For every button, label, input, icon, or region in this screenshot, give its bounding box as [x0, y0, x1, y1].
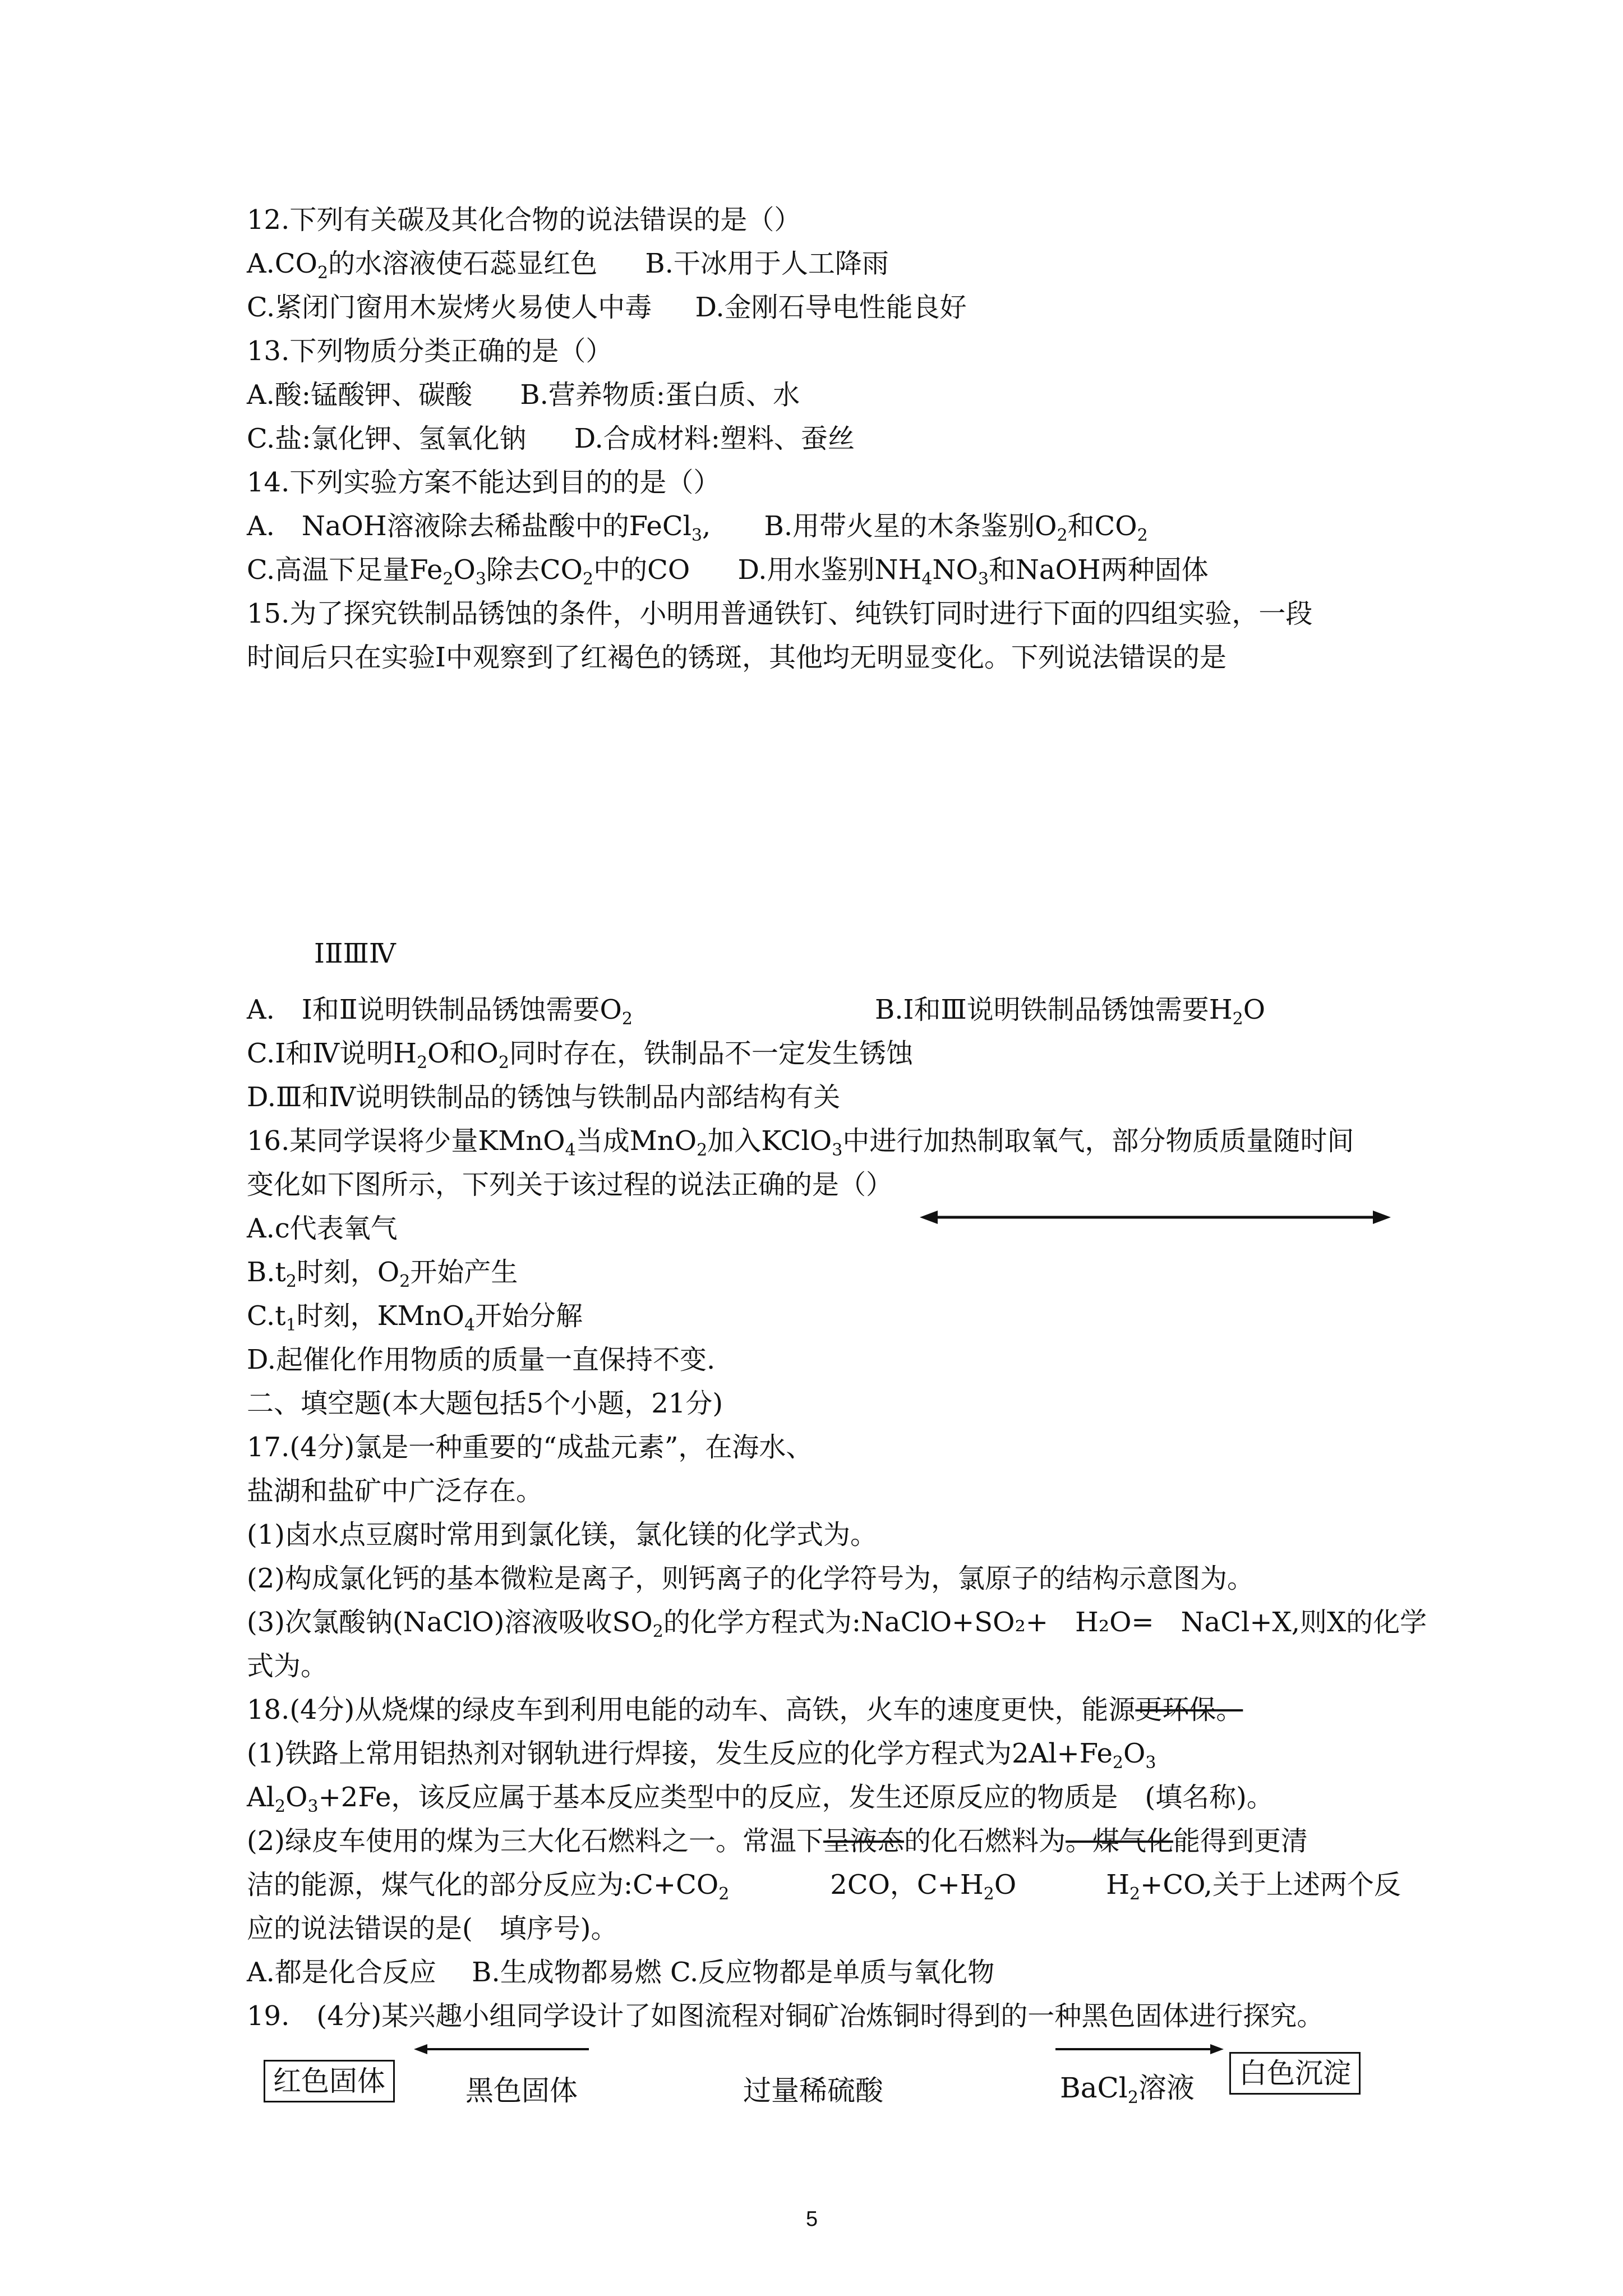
q14-options-cd: [247, 552, 1209, 588]
q17-part1: (1)卤水点豆腐时常用到氯化镁，氯化镁的化学式为。: [247, 1519, 877, 1550]
q18-part2-line3: 应的说法错误的是( 填序号)。: [247, 1913, 618, 1944]
q15-option-a: A. Ⅰ和Ⅱ说明铁制品锈蚀需要$O_2$: [247, 994, 633, 1029]
q15-stem-line1: 15.为了探究铁制品锈蚀的条件，小明用普通铁钉、纯铁钉同时进行下面的四组实验，一段: [247, 598, 1313, 629]
q12-options-ab: [247, 246, 889, 282]
q12-options-cd: [247, 289, 967, 325]
q16-option-c: $C.t_1$时刻，KMnO$_4$开始分解: [247, 1300, 583, 1335]
q18-part1: (1)铁路上常用铝热剂对钢轨进行焊接，发生反应的化学方程式为$2Al+Fe_2O_3$: [247, 1738, 1156, 1773]
q19-black-solid: 黑色固体: [465, 2074, 578, 2107]
q16-stem-line2: 变化如下图所示，下列关于该过程的说法正确的是（）: [247, 1169, 893, 1200]
q12-option-c: C.紧闭门窗用木炭烤火易使人中毒: [247, 292, 652, 323]
q19-dilute-sulfuric-acid: 过量稀硫酸: [743, 2074, 883, 2107]
q13-stem: 13.下列物质分类正确的是（）: [247, 335, 613, 367]
q12-stem: 12.下列有关碳及其化合物的说法错误的是（）: [247, 204, 801, 236]
q13-option-d: D.合成材料:塑料、蚕丝: [574, 423, 855, 454]
q12-option-d: D.金刚石导电性能良好: [695, 292, 967, 323]
q15-experiment-labels: ⅠⅡⅢⅣ: [314, 938, 396, 969]
q17-line1: 17.(4分)氯是一种重要的“成盐元素”，在海水、: [247, 1432, 813, 1463]
q19-box-red-solid: 红色固体: [264, 2060, 395, 2102]
q15-option-d: D.Ⅲ和Ⅳ说明铁制品的锈蚀与铁制品内部结构有关: [247, 1082, 841, 1113]
q16-double-arrow: [920, 1206, 1391, 1228]
q13-options-cd: [247, 421, 855, 457]
q19-bacl2-solution: BaCl$_2$溶液: [1060, 2072, 1195, 2108]
q17-line2: 盐湖和盐矿中广泛存在。: [247, 1475, 543, 1507]
q14-stem: 14.下列实验方案不能达到目的的是（）: [247, 467, 721, 498]
q16-option-a: A.c代表氧气: [247, 1213, 398, 1244]
q13-option-a: A.酸:锰酸钾、碳酸: [247, 379, 473, 411]
section-2-heading: 二、填空题(本大题包括5个小题，21分): [247, 1388, 723, 1419]
q12-option-a: $A.CO_2$的水溶液使石蕊显红色: [247, 248, 598, 283]
q12-option-b: B.干冰用于人工降雨: [645, 248, 889, 279]
q14-option-a: A. NaOH溶液除去稀盐酸中的FeCl$_3$,: [247, 510, 711, 545]
q19-arrow-left: [414, 2041, 589, 2058]
q18-part1-line2: $Al_2O_3+2Fe$，该反应属于基本反应类型中的反应，发生还原反应的物质是 (填名称)。: [247, 1782, 1274, 1816]
q14-option-b: B.用带火星的木条鉴别$O_2$和$CO_2$: [764, 510, 1148, 545]
q13-options-ab: [247, 377, 800, 413]
q16-option-d: D.起催化作用物质的质量一直保持不变.: [247, 1344, 716, 1375]
q19-arrow-right: [1055, 2041, 1224, 2058]
q18-options: A.都是化合反应 B.生成物都易燃 C.反应物都是单质与氧化物: [247, 1957, 995, 1988]
q18-part2-line2: 洁的能源，煤气化的部分反应为$:C+CO_2$ 2CO，$C+H_2O$ $H_2+CO$,关于上述两个反: [247, 1869, 1401, 1904]
page-number: 5: [806, 2207, 818, 2231]
q15-option-b: B.Ⅰ和Ⅲ说明铁制品锈蚀需要$H_2O$: [875, 994, 1266, 1029]
q15-option-c: C.Ⅰ和Ⅳ说明$H_2O$和$O_2$同时存在，铁制品不一定发生锈蚀: [247, 1038, 913, 1073]
q17-part3: (3)次氯酸钠(NaClO)溶液吸收$SO_2$的化学方程式为:NaClO+SO₂+ H₂O= NaCl+X,则X的化学: [247, 1607, 1427, 1641]
q14-option-c: C.高温下足量$Fe_2O_3$除去$CO_2$中的CO: [247, 554, 690, 589]
q17-part2: (2)构成氯化钙的基本微粒是离子，则钙离子的化学符号为，氯原子的结构示意图为。: [247, 1563, 1254, 1594]
q15-stem-line2: 时间后只在实验Ⅰ中观察到了红褐色的锈斑，其他均无明显变化。下列说法错误的是: [247, 642, 1227, 673]
q14-option-d: D.用水鉴别$NH_4NO_3$和NaOH两种固体: [737, 554, 1209, 589]
q16-option-b: $B.t_2$时刻，$O_2$开始产生: [247, 1257, 518, 1291]
q13-option-c: C.盐:氯化钾、氢氧化钠: [247, 423, 527, 454]
q16-stem-line1: 16.某同学误将少量KMnO$_4$当成MnO$_2$加入KClO$_3$中进行加热制取氧气，部分物质质量随时间: [247, 1125, 1354, 1160]
q19-box-white-precipitate: 白色沉淀: [1229, 2052, 1361, 2095]
q18-line1: 18.(4分)从烧煤的绿皮车到利用电能的动车、高铁，火车的速度更快，能源更环保。: [247, 1694, 1243, 1726]
q17-part3-line2: 式为。: [247, 1650, 328, 1682]
q18-part2: (2)绿皮车使用的煤为三大化石燃料之一。常温下呈液态的化石燃料为。煤气化能得到更清: [247, 1825, 1308, 1857]
q15-options-ab: [247, 992, 633, 1028]
q13-option-b: B.营养物质:蛋白质、水: [520, 379, 800, 411]
q14-options-ab: [247, 508, 1148, 544]
q19-line1: 19. (4分)某兴趣小组同学设计了如图流程对铜矿冶炼铜时得到的一种黑色固体进行探究。: [247, 2000, 1324, 2032]
